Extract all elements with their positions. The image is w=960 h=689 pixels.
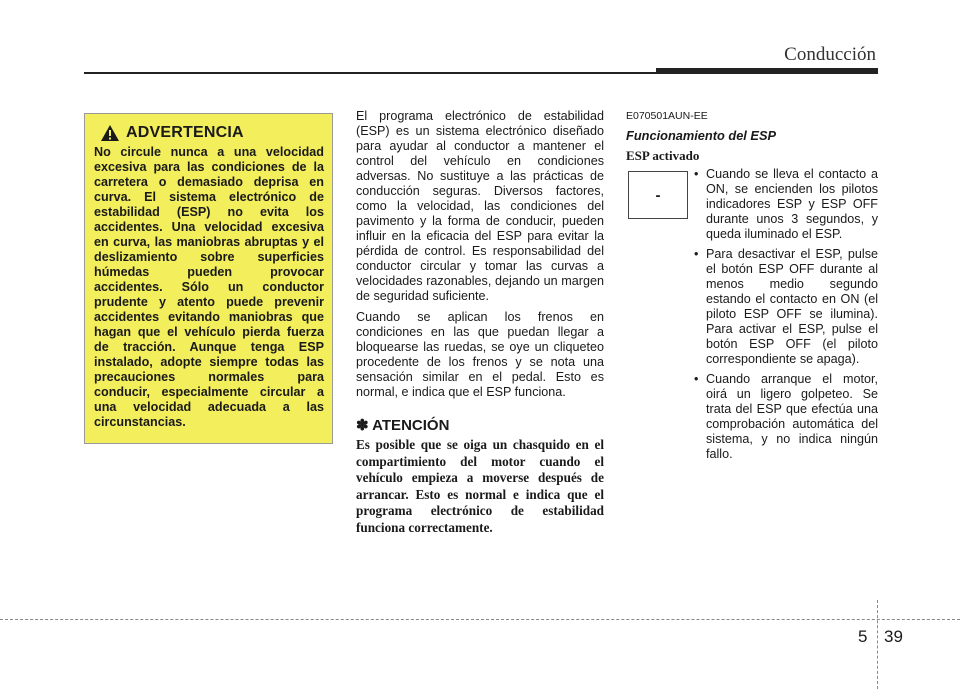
attention-text: Es posible que se oiga un chasquido en el compartimiento del motor cuando el vehículo empieza a moverse después de arrancar. Esto es normal e indica que el programa electrónico de estabilidad funciona correctamente. — [356, 437, 604, 535]
chapter-number: 5 — [858, 627, 868, 646]
esp-bullet-list — [694, 167, 878, 462]
header-rule-thick — [656, 68, 878, 74]
middle-column — [356, 109, 604, 536]
section-subtitle: Funcionamiento del ESP — [626, 128, 777, 143]
right-column — [626, 110, 878, 467]
indicator-image-placeholder: - — [628, 171, 688, 219]
warning-box — [84, 113, 333, 444]
footer-divider — [877, 600, 878, 689]
list-item: • Para desactivar el ESP, pulse el botón ESP OFF durante al menos medio segundo estando el contacto en ON (el piloto ESP OFF se ilumina). Para activar el ESP, pulse el botón ESP OFF (el piloto correspondiente se apaga). — [694, 247, 878, 367]
warning-header — [100, 124, 324, 142]
brake-noise-paragraph: Cuando se aplican los frenos en condiciones en las que puedan llegar a bloquearse las ruedas, se oye un cliqueteo procedente de los frenos y se nota una sensación similar en el pedal. Esto es normal, e indica que el ESP funciona. — [356, 310, 604, 399]
footer-rule — [0, 619, 960, 620]
list-item: • Cuando se lleva el contacto a ON, se encienden los pilotos indicadores ESP y ESP OFF durante unos 3 segundos, y queda iluminado el ESP. — [694, 167, 878, 242]
page-header-title: Conducción — [784, 44, 876, 65]
page-number: 39 — [884, 627, 903, 646]
esp-activated-body — [626, 167, 878, 462]
warning-triangle-icon — [100, 124, 120, 142]
header-rule — [84, 72, 656, 74]
esp-activated-label: ESP activado — [626, 148, 700, 163]
warning-title: ADVERTENCIA — [126, 124, 244, 141]
esp-description-paragraph: El programa electrónico de estabilidad (ESP) es un sistema electrónico diseñado para ayudar al conductor a mantener el control del vehículo en condiciones adversas. No sustituye a las prácticas de conducción seguras. Diversos factores, como la velocidad, las condiciones del pavimento y la forma de conducir, pueden influir en la eficacia del ESP para evitar la pérdida de control. Es responsabilidad del conductor circular y tomar las curvas a velocidades razonables, dejando un margen de seguridad suficiente. — [356, 109, 604, 303]
attention-title: ✽ ATENCIÓN — [356, 417, 450, 434]
list-item: • Cuando arranque el motor, oirá un ligero golpeteo. Se trata del ESP que efectúa una comprobación automática del sistema, y no indica ningún fallo. — [694, 372, 878, 462]
section-code: E070501AUN-EE — [626, 110, 708, 122]
warning-text: No circule nunca a una velocidad excesiva para las condiciones de la carretera o demasiado deprisa en curva. El sistema electrónico de estabilidad (ESP) no evita los accidentes. Una velocidad excesiva en curva, las maniobras abruptas y el deslizamiento sobre superficies húmedas pueden provocar accidentes. Sólo un conductor prudente y atento puede prevenir accidentes evitando maniobras que hagan que el vehículo pierda fuerza de tracción. Aunque tenga ESP instalado, adopte siempre todas las precauciones normales para conducir, especialmente circular a una velocidad adecuada a las circunstancias. — [94, 145, 324, 429]
